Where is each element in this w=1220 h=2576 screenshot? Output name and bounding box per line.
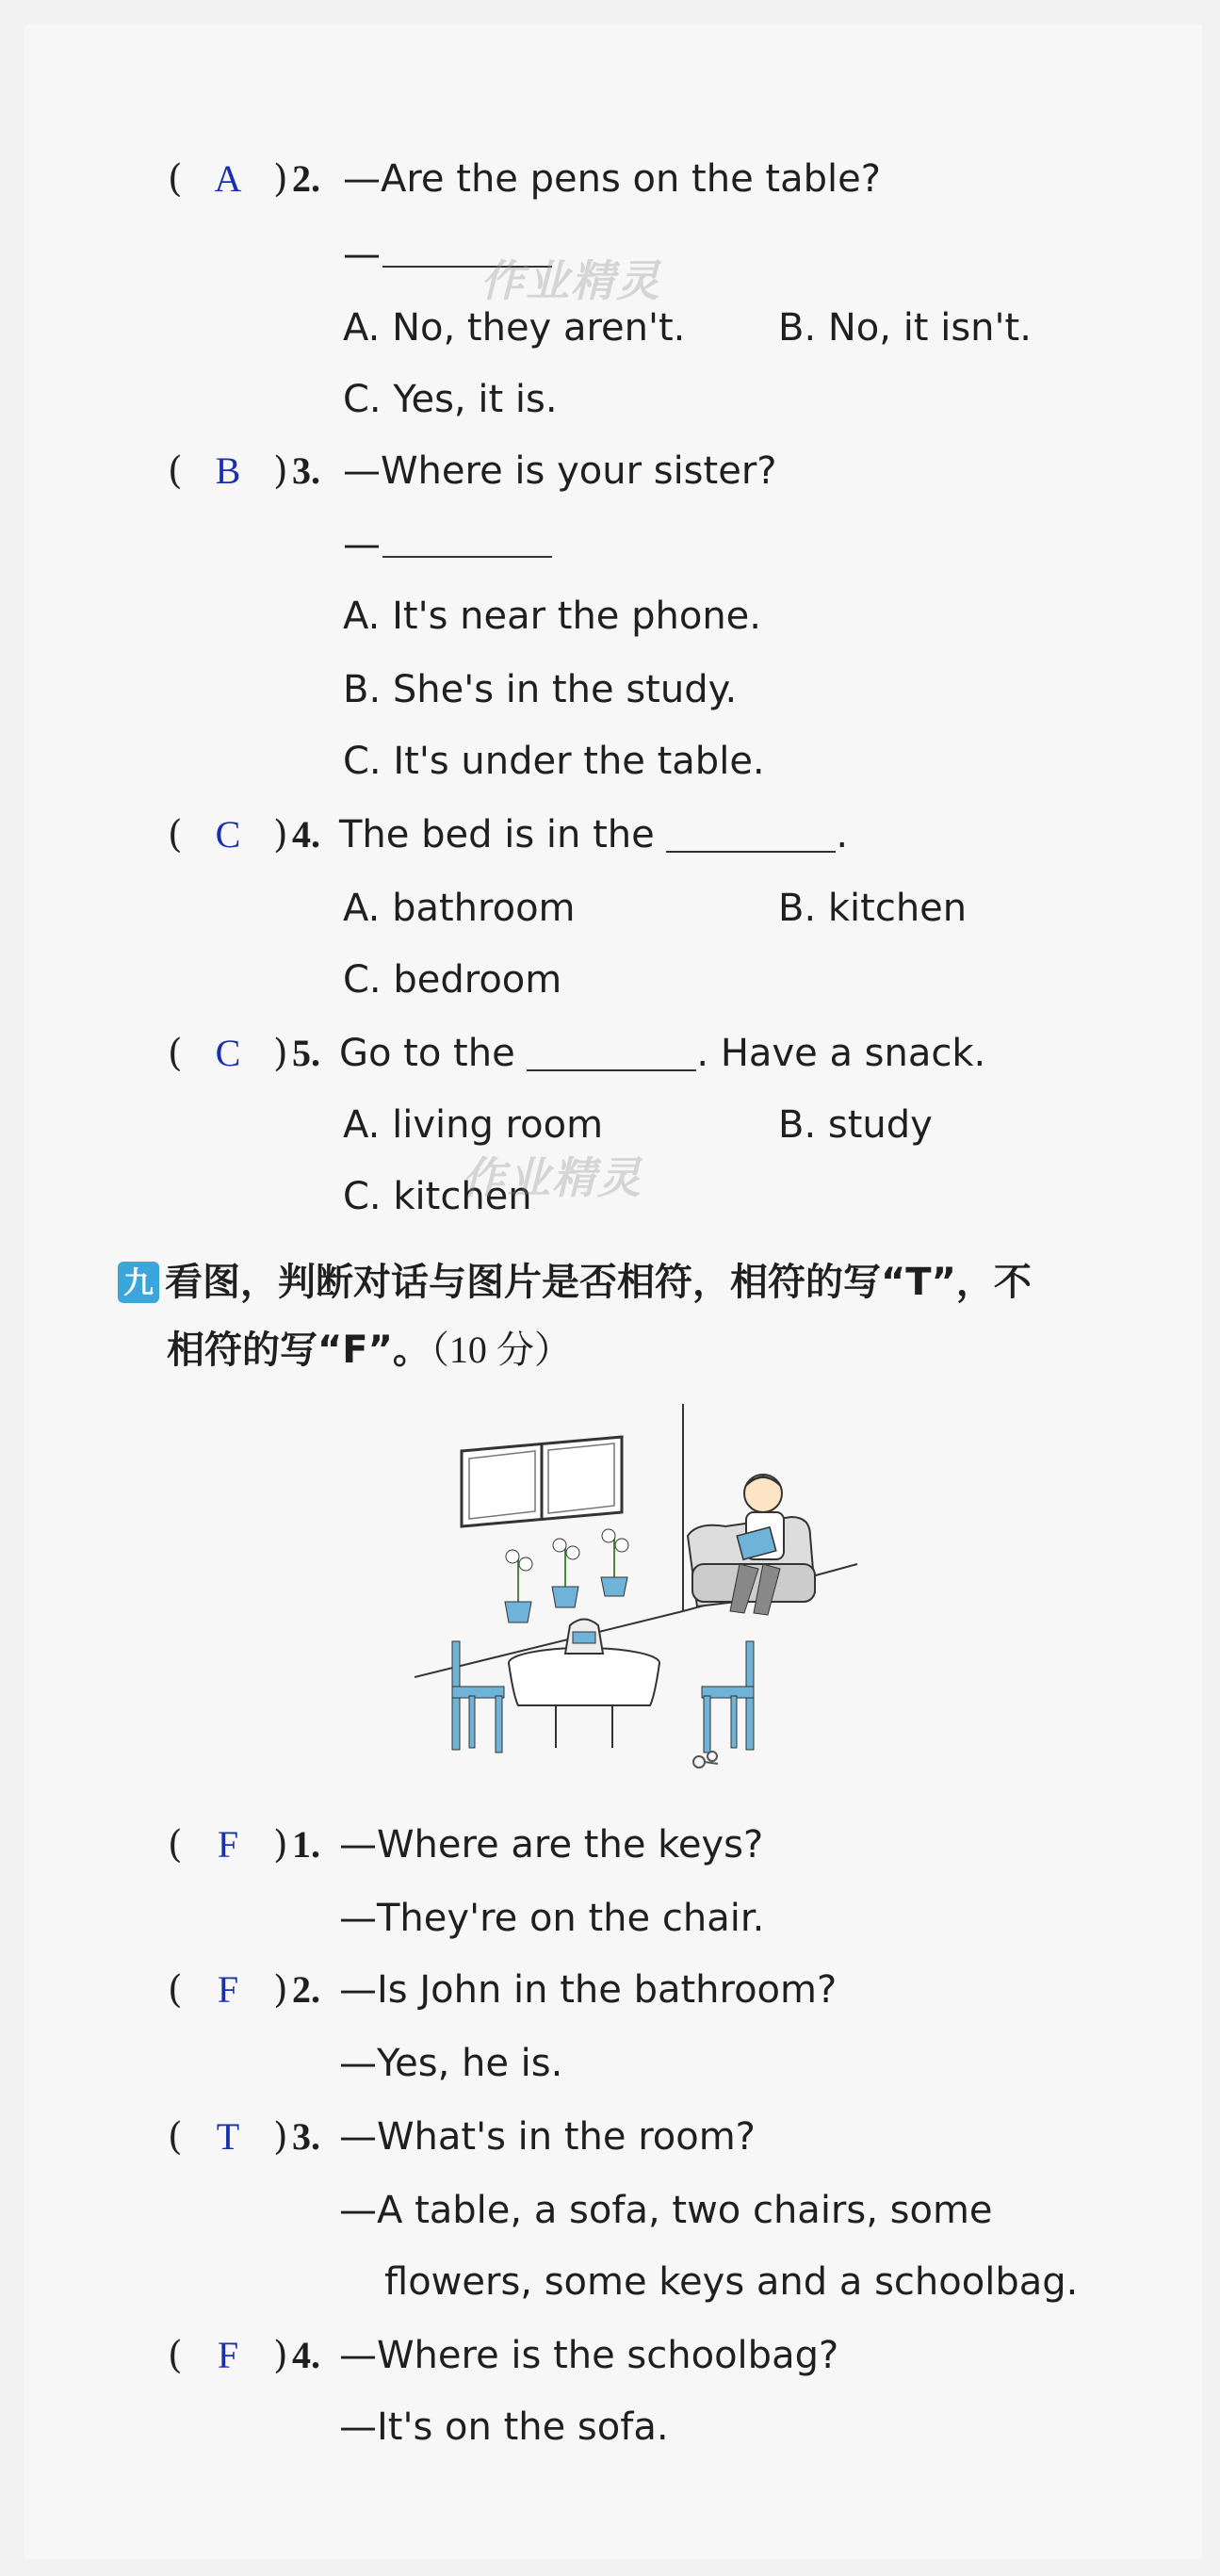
answer-blank (666, 817, 836, 853)
option-b: B. study (778, 1103, 933, 1147)
paren-open: ( (168, 2334, 183, 2377)
answer-9-4[interactable]: F (217, 2334, 239, 2376)
section-9-instruction: 九 看图，判断对话与图片是否相符，相符的写“T”，不 相符的写“F”。（10 分） (118, 1248, 1135, 1384)
answer-8-3[interactable]: B (215, 449, 241, 492)
question-number: 3. (292, 2115, 320, 2158)
answer-8-2[interactable]: A (214, 157, 242, 200)
paren-open: ( (168, 1032, 183, 1075)
answer-9-3[interactable]: T (216, 2115, 240, 2158)
dialogue-line: —A table, a sofa, two chairs, some (339, 2189, 993, 2232)
flowers-icon (505, 1529, 628, 1622)
section-score: （10 分） (430, 1329, 572, 1371)
question-text: The bed is in the . (339, 813, 849, 856)
option-b: B. No, it isn't. (778, 306, 1032, 350)
reply-dash: — (343, 233, 381, 276)
paren-close: ) (273, 2334, 288, 2377)
watermark: 作业精灵 (480, 255, 661, 306)
dialogue-line: flowers, some keys and a schoolbag. (384, 2260, 1079, 2304)
answer-9-1[interactable]: F (217, 1823, 239, 1866)
question-number: 4. (292, 813, 320, 856)
option-c: C. It's under the table. (343, 740, 765, 783)
paren-close: ) (273, 813, 288, 856)
answer-8-5[interactable]: C (215, 1032, 241, 1074)
dialogue-line: —Where is the schoolbag? (339, 2334, 839, 2377)
option-c: C. kitchen (343, 1175, 532, 1218)
option-b: B. kitchen (778, 887, 968, 930)
answer-8-4[interactable]: C (215, 813, 241, 856)
room-illustration (415, 1394, 867, 1771)
answer-blank (527, 1035, 696, 1071)
reply-dash: — (343, 523, 381, 566)
question-number: 4. (292, 2334, 320, 2376)
schoolbag-icon (565, 1620, 603, 1655)
question-number: 2. (292, 1968, 320, 2011)
paren-open: ( (168, 449, 183, 493)
paren-close: ) (273, 449, 288, 493)
paren-open: ( (168, 157, 183, 201)
dialogue-line: —Where are the keys? (339, 1823, 764, 1867)
dialogue-line: —What's in the room? (339, 2115, 756, 2159)
question-number: 1. (292, 1823, 320, 1866)
answer-9-2[interactable]: F (217, 1968, 239, 2011)
dialogue-line: —They're on the chair. (339, 1897, 765, 1940)
question-number: 2. (292, 157, 320, 200)
option-c: C. bedroom (343, 958, 562, 1002)
paren-open: ( (168, 1968, 183, 2012)
question-text: Go to the . Have a snack. (339, 1032, 986, 1075)
question-text: —Are the pens on the table? (343, 157, 881, 201)
option-a: A. living room (343, 1103, 604, 1147)
option-c: C. Yes, it is. (343, 378, 558, 421)
paren-open: ( (168, 813, 183, 856)
dialogue-line: —Yes, he is. (339, 2042, 563, 2085)
paren-open: ( (168, 2115, 183, 2159)
question-number: 3. (292, 449, 320, 492)
dialogue-line: —It's on the sofa. (339, 2405, 669, 2449)
option-b: B. She's in the study. (343, 668, 738, 711)
dialogue-line: —Is John in the bathroom? (339, 1968, 838, 2012)
question-number: 5. (292, 1032, 320, 1074)
answer-blank (382, 522, 552, 558)
paren-close: ) (273, 2115, 288, 2159)
option-a: A. No, they aren't. (343, 306, 686, 350)
section-badge: 九 (118, 1262, 159, 1303)
paren-close: ) (273, 1032, 288, 1075)
question-text: —Where is your sister? (343, 449, 777, 493)
paren-close: ) (273, 157, 288, 201)
option-a: A. It's near the phone. (343, 595, 762, 638)
paren-open: ( (168, 1823, 183, 1867)
keys-icon (693, 1752, 718, 1768)
chair-right-icon (702, 1641, 754, 1753)
window-icon (462, 1437, 622, 1526)
option-a: A. bathroom (343, 887, 576, 930)
table-icon (509, 1648, 659, 1748)
watermark: 作业精灵 (462, 1152, 643, 1203)
paren-close: ) (273, 1968, 288, 2012)
paren-close: ) (273, 1823, 288, 1867)
